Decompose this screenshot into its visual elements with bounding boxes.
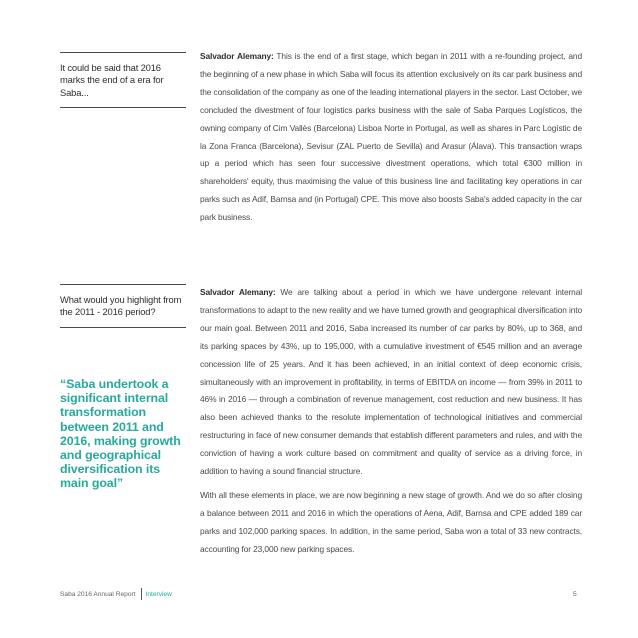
footer-separator	[141, 588, 142, 600]
report-title: Saba 2016 Annual Report	[60, 590, 136, 598]
answer-block-1	[200, 48, 582, 227]
speaker-name: Salvador Alemany:	[200, 51, 274, 61]
answer-2-text: We are talking about a period in which we have undergone relevant internal transformations to adapt to the new reality and we have turned growth and geographical diversification into our main goal. Between 2011 and 2016, Saba increased its number of car parks by 80%, up to 368, and its parking spaces by 43%, up to 195,000, with a cumulative investment of €545 million and an average concession life of 25 years. And it has been achieved, in an initial context of deep economic crisis, simultaneously with an improvement in profitability, in terms of EBITDA on income — from 39% in 2011 to 46% in 2016 — through a combination of revenue management, cost reduction and new business. It has also been achieved thanks to the resolute implementation of technological initiatives and commercial restructuring in face of new consumer demands that establish different parameters and rules, and with the conviction of having a work culture based on commitment and quality of service as a driving force, in addition to having a sound financial structure.	[200, 287, 582, 477]
question-block-2	[60, 284, 186, 328]
answer-1-text: This is the end of a first stage, which began in 2011 with a re-founding project, and the beginning of a new phase in which Saba will focus its attention exclusively on its car park business and the consolidation of the company as one of the leading international players in the sector. Last October, we concluded the divestment of four logistics parks business with the sale of Saba Parques Logísticos, the owning company of Cim Vallès (Barcelona) Lisboa Norte in Portugal, as well as shares in Parc Logístic de la Zona Franca (Barcelona), Sevisur (ZAL Puerto de Sevilla) and Arasur (Álava). This transaction wraps up a period which has seen four successive divestment operations, which total €300 million in shareholders' equity, thus maximising the value of this business line and facilitating key operations in car parks such as Adif, Barnsa and (in Portugal) CPE. This move also boosts Saba's added capacity in the car park business.	[200, 51, 582, 223]
answer-2-paragraph-2: With all these elements in place, we are now beginning a new stage of growth. And we do so after closing a balance between 2011 and 2016 in which the operations of Aena, Adif, Barnsa and CPE added 189 car parks and 102,000 parking spaces. In addition, in the same period, Saba won a total of 33 new contracts, accounting for 23,000 new parking spaces.	[200, 489, 582, 554]
answer-2-paragraph-1	[200, 284, 582, 481]
question-block-1	[60, 52, 186, 108]
footer	[60, 588, 172, 600]
answer-1-paragraph	[200, 48, 582, 227]
divider-bottom	[60, 327, 186, 328]
question-2: What would you highlight from the 2011 - 2016 period?	[60, 294, 182, 318]
divider-bottom	[60, 107, 186, 108]
page-number: 5	[573, 591, 577, 598]
pull-quote: “Saba undertook a significant internal transformation between 2011 and 2016, making growth and geographical diversification its main goal”	[60, 377, 181, 491]
section-name: Interview	[145, 590, 172, 598]
question-1: It could be said that 2016 marks the end of a era for Saba...	[60, 62, 164, 98]
speaker-name: Salvador Alemany:	[200, 287, 276, 297]
answer-block-2	[200, 284, 582, 559]
